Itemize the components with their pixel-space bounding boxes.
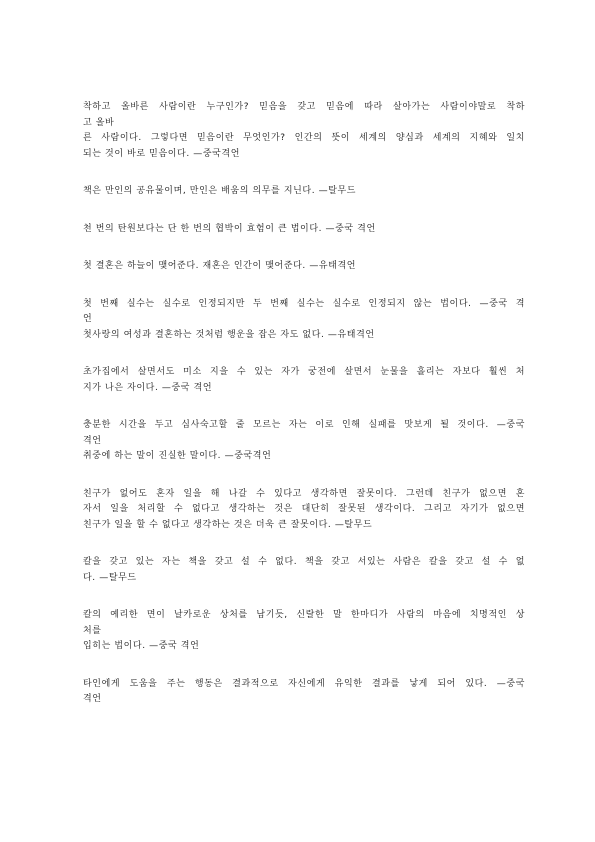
text-line: 초가집에서 살면서도 미소 지을 수 있는 자가 궁전에 살면서 눈물을 흘리는 자보다 훨씬 처: [83, 367, 525, 377]
text-line: 친구가 일을 할 수 없다고 생각하는 것은 더욱 큰 잘못이다. —탈무드: [83, 519, 373, 530]
quote-paragraph: [83, 222, 525, 238]
text-line: 책은 만인의 공유물이며, 만인은 배움의 의무를 지닌다. —탈무드: [83, 186, 357, 196]
quote-paragraph: [83, 297, 525, 344]
text-line: 착하고 올바른 사람이란 누구인가? 믿음을 갖고 믿음에 따라 살아가는 사람이야말로 착하: [83, 102, 525, 112]
text-line: 타인에게 도움을 주는 행동은 결과적으로 자신에게 유익한 결과를 낳게 되어 있다. —중국: [83, 678, 525, 689]
text-line: 칼의 예리한 면이 날카로운 상처를 남기듯, 신랄한 말 한마디가 사람의 마음에 치명적인 상: [83, 610, 525, 620]
text-line: 칼을 갖고 있는 자는 책을 갖고 설 수 없다. 책을 갖고 서있는 사람은 칼을 갖고 설 수 없: [83, 557, 525, 567]
quote-paragraph: [83, 555, 525, 586]
text-line: 격언: [83, 694, 102, 704]
text-line: 른 사람이다. 그렇다면 믿음이란 무엇인가? 인간의 뜻이 세계의 양심과 세계의 지혜와 일치: [83, 133, 525, 143]
text-line: 되는 것이 바로 믿음이다. —중국격언: [83, 148, 241, 159]
text-line: 입히는 법이다. —중국 격언: [83, 641, 200, 651]
quote-paragraph: [83, 184, 525, 200]
quote-paragraph: [83, 365, 525, 396]
quote-paragraph: [83, 259, 525, 275]
text-line: 지가 나은 자이다. —중국 격언: [83, 382, 213, 393]
text-line: 다. —탈무드: [83, 572, 137, 583]
text-line: 취중에 하는 말이 진실한 말이다. —중국격언: [83, 451, 272, 461]
quote-paragraph: [83, 100, 525, 162]
text-line: 첫 번째 실수는 실수로 인정되지만 두 번째 실수는 실수로 인정되지 않는 법이다. —중국 격: [83, 298, 525, 309]
text-line: 첫사랑의 여성과 결혼하는 것처럼 행운을 잡은 자도 없다. —유태격언: [83, 329, 375, 340]
quote-paragraph: [83, 677, 525, 708]
text-line: 격언: [83, 435, 102, 446]
text-line: 자서 일을 처리할 수 없다고 생각하는 것은 대단히 잘못된 생각이다. 그리고 자기가 없으면: [83, 504, 525, 514]
text-line: 언: [83, 314, 93, 324]
quote-paragraph: [83, 608, 525, 655]
text-line: 고 올바: [83, 117, 115, 128]
text-line: 처를: [83, 625, 102, 636]
quote-paragraph: [83, 418, 525, 465]
text-line: 친구가 없어도 혼자 일을 해 나갈 수 있다고 생각하면 잘못이다. 그런데 친구가 없으면 혼: [83, 488, 525, 499]
quote-paragraph: [83, 487, 525, 534]
text-line: 충분한 시간을 두고 심사숙고할 줄 모르는 자는 이로 인해 실패를 맛보게 될 것이다. —중국: [83, 420, 525, 430]
text-line: 천 번의 탄원보다는 단 한 번의 협박이 효험이 큰 법이다. —중국 격언: [83, 223, 376, 234]
text-line: 첫 결혼은 하늘이 맺어준다. 재혼은 인간이 맺어준다. —유태격언: [83, 261, 357, 271]
